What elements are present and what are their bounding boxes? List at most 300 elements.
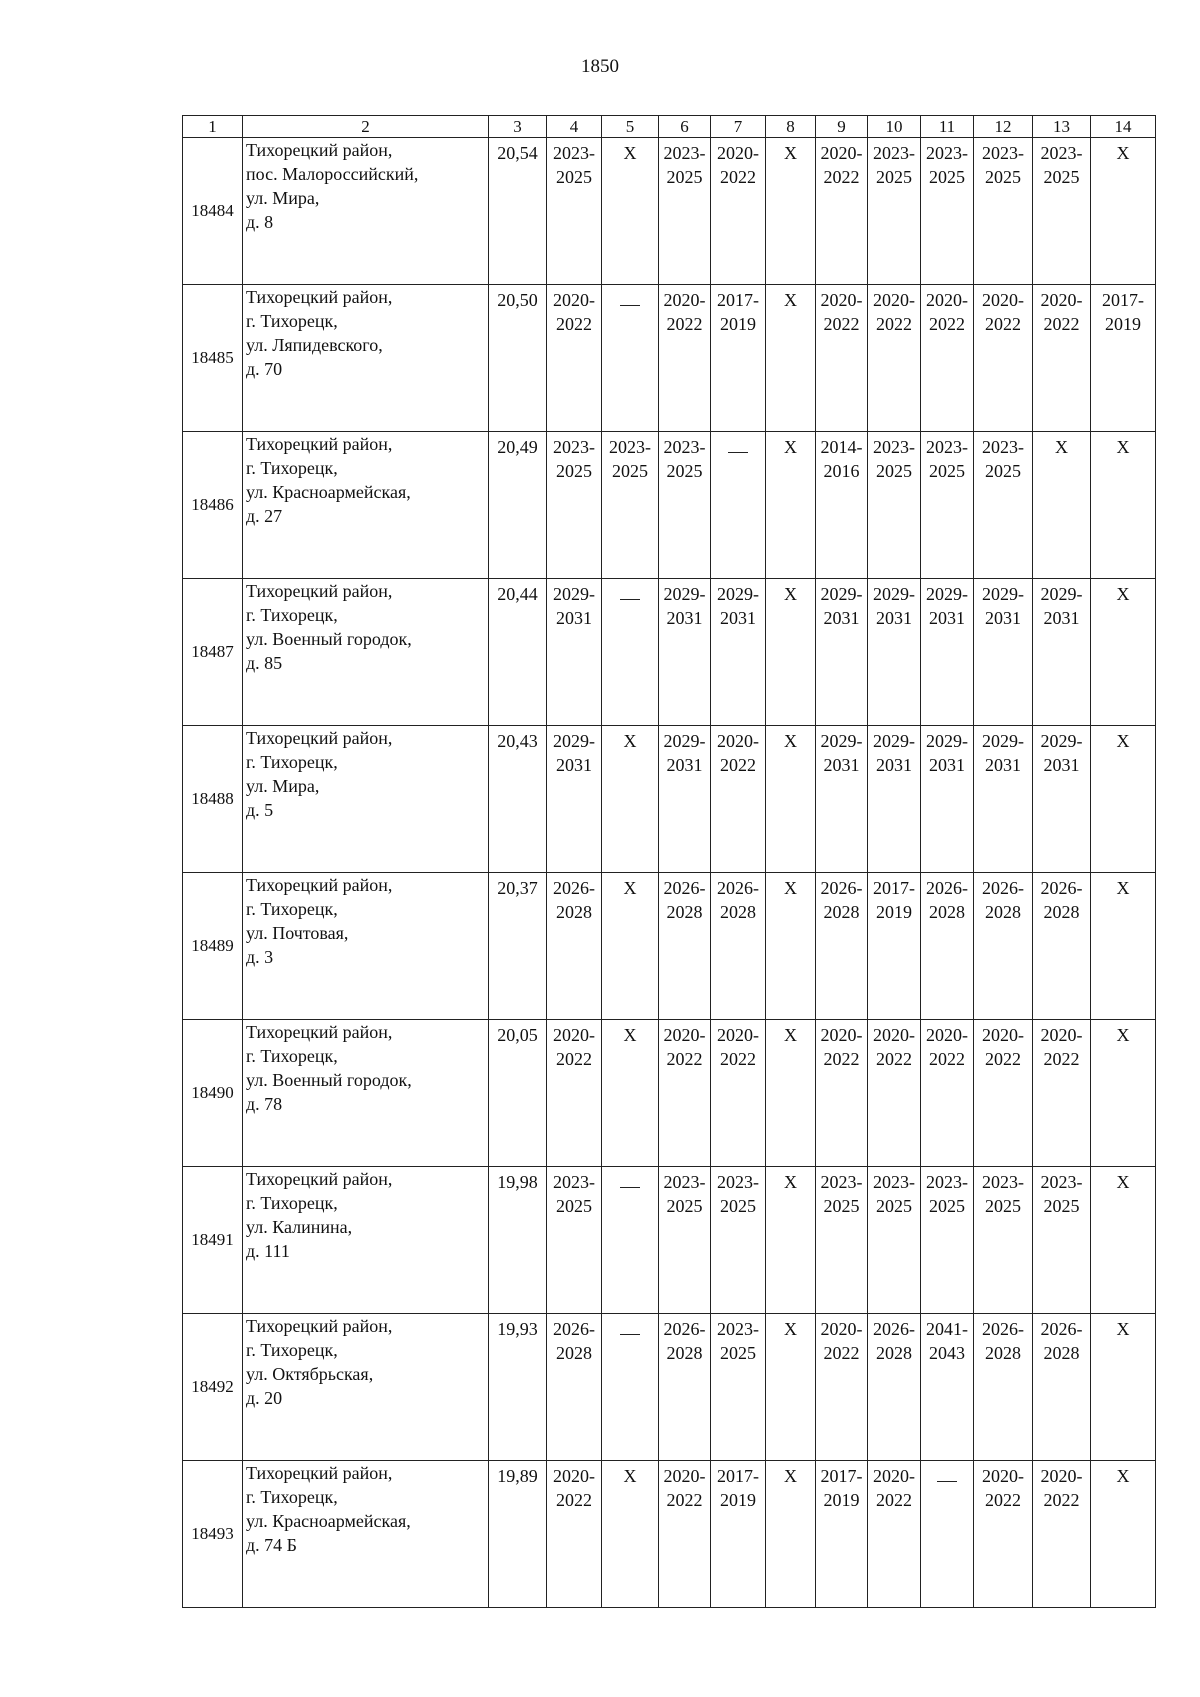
address-line: д. 3 (246, 947, 274, 967)
cell-text: 2020- (873, 290, 915, 310)
cell-text: 2025 (666, 1196, 703, 1216)
cell-text: 2023- (982, 143, 1024, 163)
column-header-8: 8 (766, 116, 816, 138)
cell-text: 2025 (929, 1196, 965, 1216)
period-cell-col7 (711, 1167, 766, 1314)
cell-text: X (623, 1025, 637, 1045)
period-cell-col13 (1033, 432, 1091, 579)
cell-text: 2025 (985, 1196, 1021, 1216)
address-line: ул. Военный городок, (246, 629, 412, 649)
cell-text: 2016 (823, 461, 860, 481)
cell-text: 2029- (1040, 584, 1083, 604)
cell-text: X (1116, 584, 1130, 604)
cell-text: 2020- (926, 1025, 968, 1045)
address-line: г. Тихорецк, (246, 311, 338, 331)
table-row (183, 432, 1156, 579)
period-cell-col10 (868, 1167, 921, 1314)
cell-text: 2023- (553, 143, 595, 163)
period-cell-col10 (868, 1314, 921, 1461)
period-cell-col8 (766, 138, 816, 285)
address-cell (243, 432, 489, 579)
cell-text: X (784, 1172, 797, 1192)
period-cell-col11 (921, 1020, 974, 1167)
cell-text: 2026- (553, 878, 595, 898)
period-cell-col8 (766, 579, 816, 726)
cell-text: 2023- (1040, 143, 1083, 163)
cell-text: X (623, 143, 637, 163)
cell-text: 2025 (1043, 1196, 1080, 1216)
period-cell-col9 (816, 1461, 868, 1608)
cell-text: 2017- (873, 878, 915, 898)
cell-text: X (623, 878, 637, 898)
period-cell-col13 (1033, 1020, 1091, 1167)
cell-text: X (1116, 1025, 1130, 1045)
address-cell (243, 1167, 489, 1314)
period-cell-col12 (974, 579, 1033, 726)
period-cell-col12 (974, 432, 1033, 579)
address-cell (243, 1314, 489, 1461)
dash-mark (620, 305, 640, 306)
period-cell-col8 (766, 726, 816, 873)
period-cell-col12 (974, 1461, 1033, 1608)
area-cell: 20,44 (489, 579, 547, 726)
address-line: г. Тихорецк, (246, 1046, 338, 1066)
period-cell-col9 (816, 285, 868, 432)
table-row (183, 579, 1156, 726)
area-cell: 20,43 (489, 726, 547, 873)
period-cell-col14 (1091, 1167, 1156, 1314)
cell-text: 2020- (982, 290, 1024, 310)
cell-text: 2023- (982, 437, 1024, 457)
cell-text: 2023- (1040, 1172, 1083, 1192)
period-cell-col6 (659, 1314, 711, 1461)
period-cell-col11 (921, 579, 974, 726)
table-row (183, 873, 1156, 1020)
record-number: 18491 (183, 1167, 243, 1314)
cell-text: 2026- (1040, 1319, 1083, 1339)
period-cell-col6 (659, 726, 711, 873)
cell-text: 2031 (556, 608, 592, 628)
address-line: г. Тихорецк, (246, 1487, 338, 1507)
period-cell-col8 (766, 1461, 816, 1608)
record-number: 18492 (183, 1314, 243, 1461)
area-cell: 19,93 (489, 1314, 547, 1461)
cell-text: 2028 (556, 902, 592, 922)
period-cell-col6 (659, 285, 711, 432)
cell-text: 2023- (926, 1172, 968, 1192)
period-cell-col13 (1033, 285, 1091, 432)
period-cell-col4 (547, 873, 602, 1020)
cell-text: 2020- (820, 143, 863, 163)
period-cell-col4 (547, 285, 602, 432)
table-row (183, 726, 1156, 873)
period-cell-col6 (659, 873, 711, 1020)
column-header-11: 11 (921, 116, 974, 138)
cell-text: 2029- (553, 584, 595, 604)
cell-text: 2031 (666, 755, 703, 775)
area-cell: 20,05 (489, 1020, 547, 1167)
period-cell-col14 (1091, 726, 1156, 873)
column-header-13: 13 (1033, 116, 1091, 138)
column-header-1: 1 (183, 116, 243, 138)
cell-text: 2022 (1043, 1490, 1080, 1510)
cell-text: 2019 (823, 1490, 860, 1510)
period-cell-col9 (816, 1167, 868, 1314)
period-cell-col9 (816, 1020, 868, 1167)
dash-mark (937, 1481, 957, 1482)
cell-text: X (1116, 1319, 1130, 1339)
period-cell-col11 (921, 873, 974, 1020)
period-cell-col9 (816, 1314, 868, 1461)
period-cell-col6 (659, 579, 711, 726)
record-number: 18490 (183, 1020, 243, 1167)
address-line: г. Тихорецк, (246, 605, 338, 625)
cell-text: 2028 (929, 902, 965, 922)
period-cell-col11 (921, 1461, 974, 1608)
period-cell-col6 (659, 1461, 711, 1608)
address-line: ул. Калинина, (246, 1217, 353, 1237)
cell-text: 2031 (556, 755, 592, 775)
cell-text: 2023- (663, 1172, 706, 1192)
cell-text: 2022 (666, 1490, 703, 1510)
period-cell-col4 (547, 1167, 602, 1314)
cell-text: 2025 (612, 461, 648, 481)
cell-text: 2022 (1043, 314, 1080, 334)
cell-text: X (1116, 437, 1130, 457)
cell-text: 2026- (1040, 878, 1083, 898)
period-cell-col7 (711, 1314, 766, 1461)
period-cell-col8 (766, 432, 816, 579)
period-cell-col12 (974, 138, 1033, 285)
period-cell-col4 (547, 726, 602, 873)
period-cell-col8 (766, 1314, 816, 1461)
cell-text: 2020- (553, 1466, 595, 1486)
cell-text: 2025 (876, 461, 912, 481)
cell-text: 2023- (553, 437, 595, 457)
cell-text: 2019 (1105, 314, 1141, 334)
area-cell: 20,54 (489, 138, 547, 285)
period-cell-col10 (868, 285, 921, 432)
cell-text: X (1116, 143, 1130, 163)
record-number: 18485 (183, 285, 243, 432)
cell-text: 2023- (820, 1172, 863, 1192)
cell-text: 2026- (982, 878, 1024, 898)
address-line: Тихорецкий район, (246, 1169, 393, 1189)
cell-text: 2022 (985, 314, 1021, 334)
cell-text: 2022 (823, 167, 860, 187)
cell-text: 2025 (929, 461, 965, 481)
address-line: ул. Октябрьская, (246, 1364, 374, 1384)
period-cell-col13 (1033, 873, 1091, 1020)
address-line: пос. Малороссийский, (246, 164, 419, 184)
period-cell-col7 (711, 873, 766, 1020)
cell-text: X (784, 878, 797, 898)
period-cell-col10 (868, 1461, 921, 1608)
cell-text: 2026- (663, 878, 706, 898)
table-row (183, 285, 1156, 432)
column-header-12: 12 (974, 116, 1033, 138)
period-cell-col4 (547, 138, 602, 285)
period-cell-col12 (974, 1314, 1033, 1461)
cell-text: 2041- (926, 1319, 968, 1339)
address-cell (243, 285, 489, 432)
cell-text: 2031 (929, 755, 965, 775)
cell-text: 2029- (553, 731, 595, 751)
cell-text: 2017- (717, 1466, 759, 1486)
cell-text: 2023- (663, 143, 706, 163)
address-line: д. 70 (246, 359, 283, 379)
cell-text: 2022 (929, 1049, 965, 1069)
cell-text: 2022 (823, 1049, 860, 1069)
cell-text: 2029- (982, 584, 1024, 604)
dash-mark (728, 452, 748, 453)
period-cell-col8 (766, 1020, 816, 1167)
cell-text: 2022 (876, 1049, 912, 1069)
cell-text: 2019 (720, 1490, 756, 1510)
cell-text: 2031 (1043, 608, 1080, 628)
cell-text: 2019 (720, 314, 756, 334)
period-cell-col14 (1091, 1461, 1156, 1608)
cell-text: 2029- (926, 731, 968, 751)
cell-text: X (784, 437, 797, 457)
period-cell-col14 (1091, 579, 1156, 726)
cell-text: 2019 (876, 902, 912, 922)
cell-text: 2023- (926, 437, 968, 457)
record-number: 18487 (183, 579, 243, 726)
table-row (183, 1314, 1156, 1461)
cell-text: 2022 (556, 1490, 592, 1510)
address-line: ул. Военный городок, (246, 1070, 412, 1090)
cell-text: 2028 (823, 902, 860, 922)
cell-text: 2026- (663, 1319, 706, 1339)
address-line: ул. Красноармейская, (246, 482, 411, 502)
cell-text: 2020- (873, 1025, 915, 1045)
cell-text: 2031 (823, 755, 860, 775)
cell-text: 2022 (720, 1049, 756, 1069)
period-cell-col7 (711, 138, 766, 285)
address-line: ул. Мира, (246, 776, 320, 796)
period-cell-col4 (547, 432, 602, 579)
cell-text: 2022 (666, 1049, 703, 1069)
cell-text: 2031 (1043, 755, 1080, 775)
cell-text: 2029- (820, 731, 863, 751)
area-cell: 20,50 (489, 285, 547, 432)
address-line: д. 8 (246, 212, 274, 232)
cell-text: 2029- (982, 731, 1024, 751)
column-header-5: 5 (602, 116, 659, 138)
record-number: 18484 (183, 138, 243, 285)
table-body (183, 116, 1156, 1608)
period-cell-col9 (816, 432, 868, 579)
cell-text: 2025 (876, 1196, 912, 1216)
period-cell-col5 (602, 1167, 659, 1314)
address-line: Тихорецкий район, (246, 140, 393, 160)
period-cell-col11 (921, 138, 974, 285)
cell-text: X (784, 1025, 797, 1045)
address-line: г. Тихорецк, (246, 752, 338, 772)
cell-text: 2020- (873, 1466, 915, 1486)
cell-text: 2026- (820, 878, 863, 898)
period-cell-col4 (547, 1461, 602, 1608)
cell-text: X (1055, 437, 1068, 457)
address-line: Тихорецкий район, (246, 434, 393, 454)
cell-text: 2022 (823, 314, 860, 334)
address-line: г. Тихорецк, (246, 1340, 338, 1360)
period-cell-col8 (766, 873, 816, 1020)
cell-text: 2017- (717, 290, 759, 310)
period-cell-col11 (921, 285, 974, 432)
cell-text: 2031 (876, 755, 912, 775)
period-cell-col13 (1033, 1167, 1091, 1314)
period-cell-col6 (659, 432, 711, 579)
period-cell-col5 (602, 873, 659, 1020)
cell-text: 2023- (873, 1172, 915, 1192)
address-line: Тихорецкий район, (246, 875, 393, 895)
period-cell-col7 (711, 726, 766, 873)
cell-text: 2022 (929, 314, 965, 334)
cell-text: 2029- (820, 584, 863, 604)
cell-text: 2028 (985, 1343, 1021, 1363)
period-cell-col6 (659, 138, 711, 285)
address-line: Тихорецкий район, (246, 581, 393, 601)
cell-text: 2022 (720, 755, 756, 775)
cell-text: 2026- (553, 1319, 595, 1339)
cell-text: 2023- (553, 1172, 595, 1192)
cell-text: 2028 (720, 902, 756, 922)
period-cell-col10 (868, 579, 921, 726)
cell-text: 2031 (823, 608, 860, 628)
cell-text: 2028 (876, 1343, 912, 1363)
period-cell-col8 (766, 1167, 816, 1314)
cell-text: 2020- (820, 1319, 863, 1339)
period-cell-col6 (659, 1020, 711, 1167)
dash-mark (620, 1187, 640, 1188)
address-cell (243, 579, 489, 726)
cell-text: 2023- (926, 143, 968, 163)
address-line: Тихорецкий район, (246, 1022, 393, 1042)
address-line: Тихорецкий район, (246, 728, 393, 748)
cell-text: 2022 (720, 167, 756, 187)
period-cell-col9 (816, 579, 868, 726)
period-cell-col13 (1033, 579, 1091, 726)
period-cell-col13 (1033, 138, 1091, 285)
column-header-4: 4 (547, 116, 602, 138)
cell-text: 2023- (717, 1172, 759, 1192)
cell-text: X (623, 1466, 637, 1486)
period-cell-col11 (921, 726, 974, 873)
cell-text: 2020- (663, 1466, 706, 1486)
cell-text: 2025 (666, 167, 703, 187)
address-cell (243, 1020, 489, 1167)
cell-text: 2020- (717, 731, 759, 751)
period-cell-col12 (974, 1167, 1033, 1314)
address-line: г. Тихорецк, (246, 1193, 338, 1213)
cell-text: 2023- (982, 1172, 1024, 1192)
cell-text: X (1116, 878, 1130, 898)
cell-text: 2017- (820, 1466, 863, 1486)
cell-text: X (784, 1466, 797, 1486)
period-cell-col5 (602, 726, 659, 873)
period-cell-col14 (1091, 1314, 1156, 1461)
cell-text: 2020- (820, 1025, 863, 1045)
cell-text: 2029- (1040, 731, 1083, 751)
cell-text: 2020- (1040, 290, 1083, 310)
period-cell-col9 (816, 873, 868, 1020)
cell-text: 2043 (929, 1343, 965, 1363)
cell-text: 2022 (666, 314, 703, 334)
period-cell-col7 (711, 285, 766, 432)
column-header-6: 6 (659, 116, 711, 138)
cell-text: 2022 (985, 1049, 1021, 1069)
period-cell-col5 (602, 1314, 659, 1461)
cell-text: 2022 (985, 1490, 1021, 1510)
cell-text: 2020- (982, 1466, 1024, 1486)
cell-text: 2025 (720, 1196, 756, 1216)
period-cell-col5 (602, 1461, 659, 1608)
period-cell-col5 (602, 285, 659, 432)
cell-text: 2025 (666, 461, 703, 481)
period-cell-col4 (547, 579, 602, 726)
table-row (183, 138, 1156, 285)
cell-text: X (1116, 731, 1130, 751)
cell-text: 2026- (982, 1319, 1024, 1339)
table-row (183, 1020, 1156, 1167)
address-line: Тихорецкий район, (246, 1463, 393, 1483)
address-line: ул. Мира, (246, 188, 320, 208)
period-cell-col13 (1033, 726, 1091, 873)
cell-text: 2025 (556, 167, 592, 187)
period-cell-col10 (868, 138, 921, 285)
cell-text: 2020- (717, 143, 759, 163)
cell-text: 2026- (873, 1319, 915, 1339)
cell-text: 2023- (609, 437, 651, 457)
period-cell-col12 (974, 726, 1033, 873)
cell-text: X (784, 290, 797, 310)
period-cell-col7 (711, 579, 766, 726)
address-line: д. 5 (246, 800, 274, 820)
period-cell-col9 (816, 726, 868, 873)
cell-text: X (1116, 1172, 1130, 1192)
address-line: ул. Ляпидевского, (246, 335, 383, 355)
period-cell-col4 (547, 1314, 602, 1461)
area-cell: 20,37 (489, 873, 547, 1020)
cell-text: 2025 (720, 1343, 756, 1363)
address-line: г. Тихорецк, (246, 899, 338, 919)
address-line: Тихорецкий район, (246, 1316, 393, 1336)
area-cell: 19,89 (489, 1461, 547, 1608)
cell-text: 2028 (666, 1343, 703, 1363)
address-line: д. 78 (246, 1094, 283, 1114)
period-cell-col5 (602, 138, 659, 285)
cell-text: 2026- (926, 878, 968, 898)
cell-text: 2031 (985, 755, 1021, 775)
cell-text: 2020- (1040, 1466, 1083, 1486)
address-cell (243, 1461, 489, 1608)
cell-text: X (784, 1319, 797, 1339)
period-cell-col4 (547, 1020, 602, 1167)
cell-text: 2025 (985, 461, 1021, 481)
period-cell-col14 (1091, 1020, 1156, 1167)
cell-text: 2025 (985, 167, 1021, 187)
period-cell-col11 (921, 1167, 974, 1314)
dash-mark (620, 1334, 640, 1335)
cell-text: 2020- (663, 1025, 706, 1045)
cell-text: 2025 (876, 167, 912, 187)
address-cell (243, 138, 489, 285)
cell-text: 2025 (1043, 167, 1080, 187)
period-cell-col5 (602, 579, 659, 726)
column-number-row (183, 116, 1156, 138)
